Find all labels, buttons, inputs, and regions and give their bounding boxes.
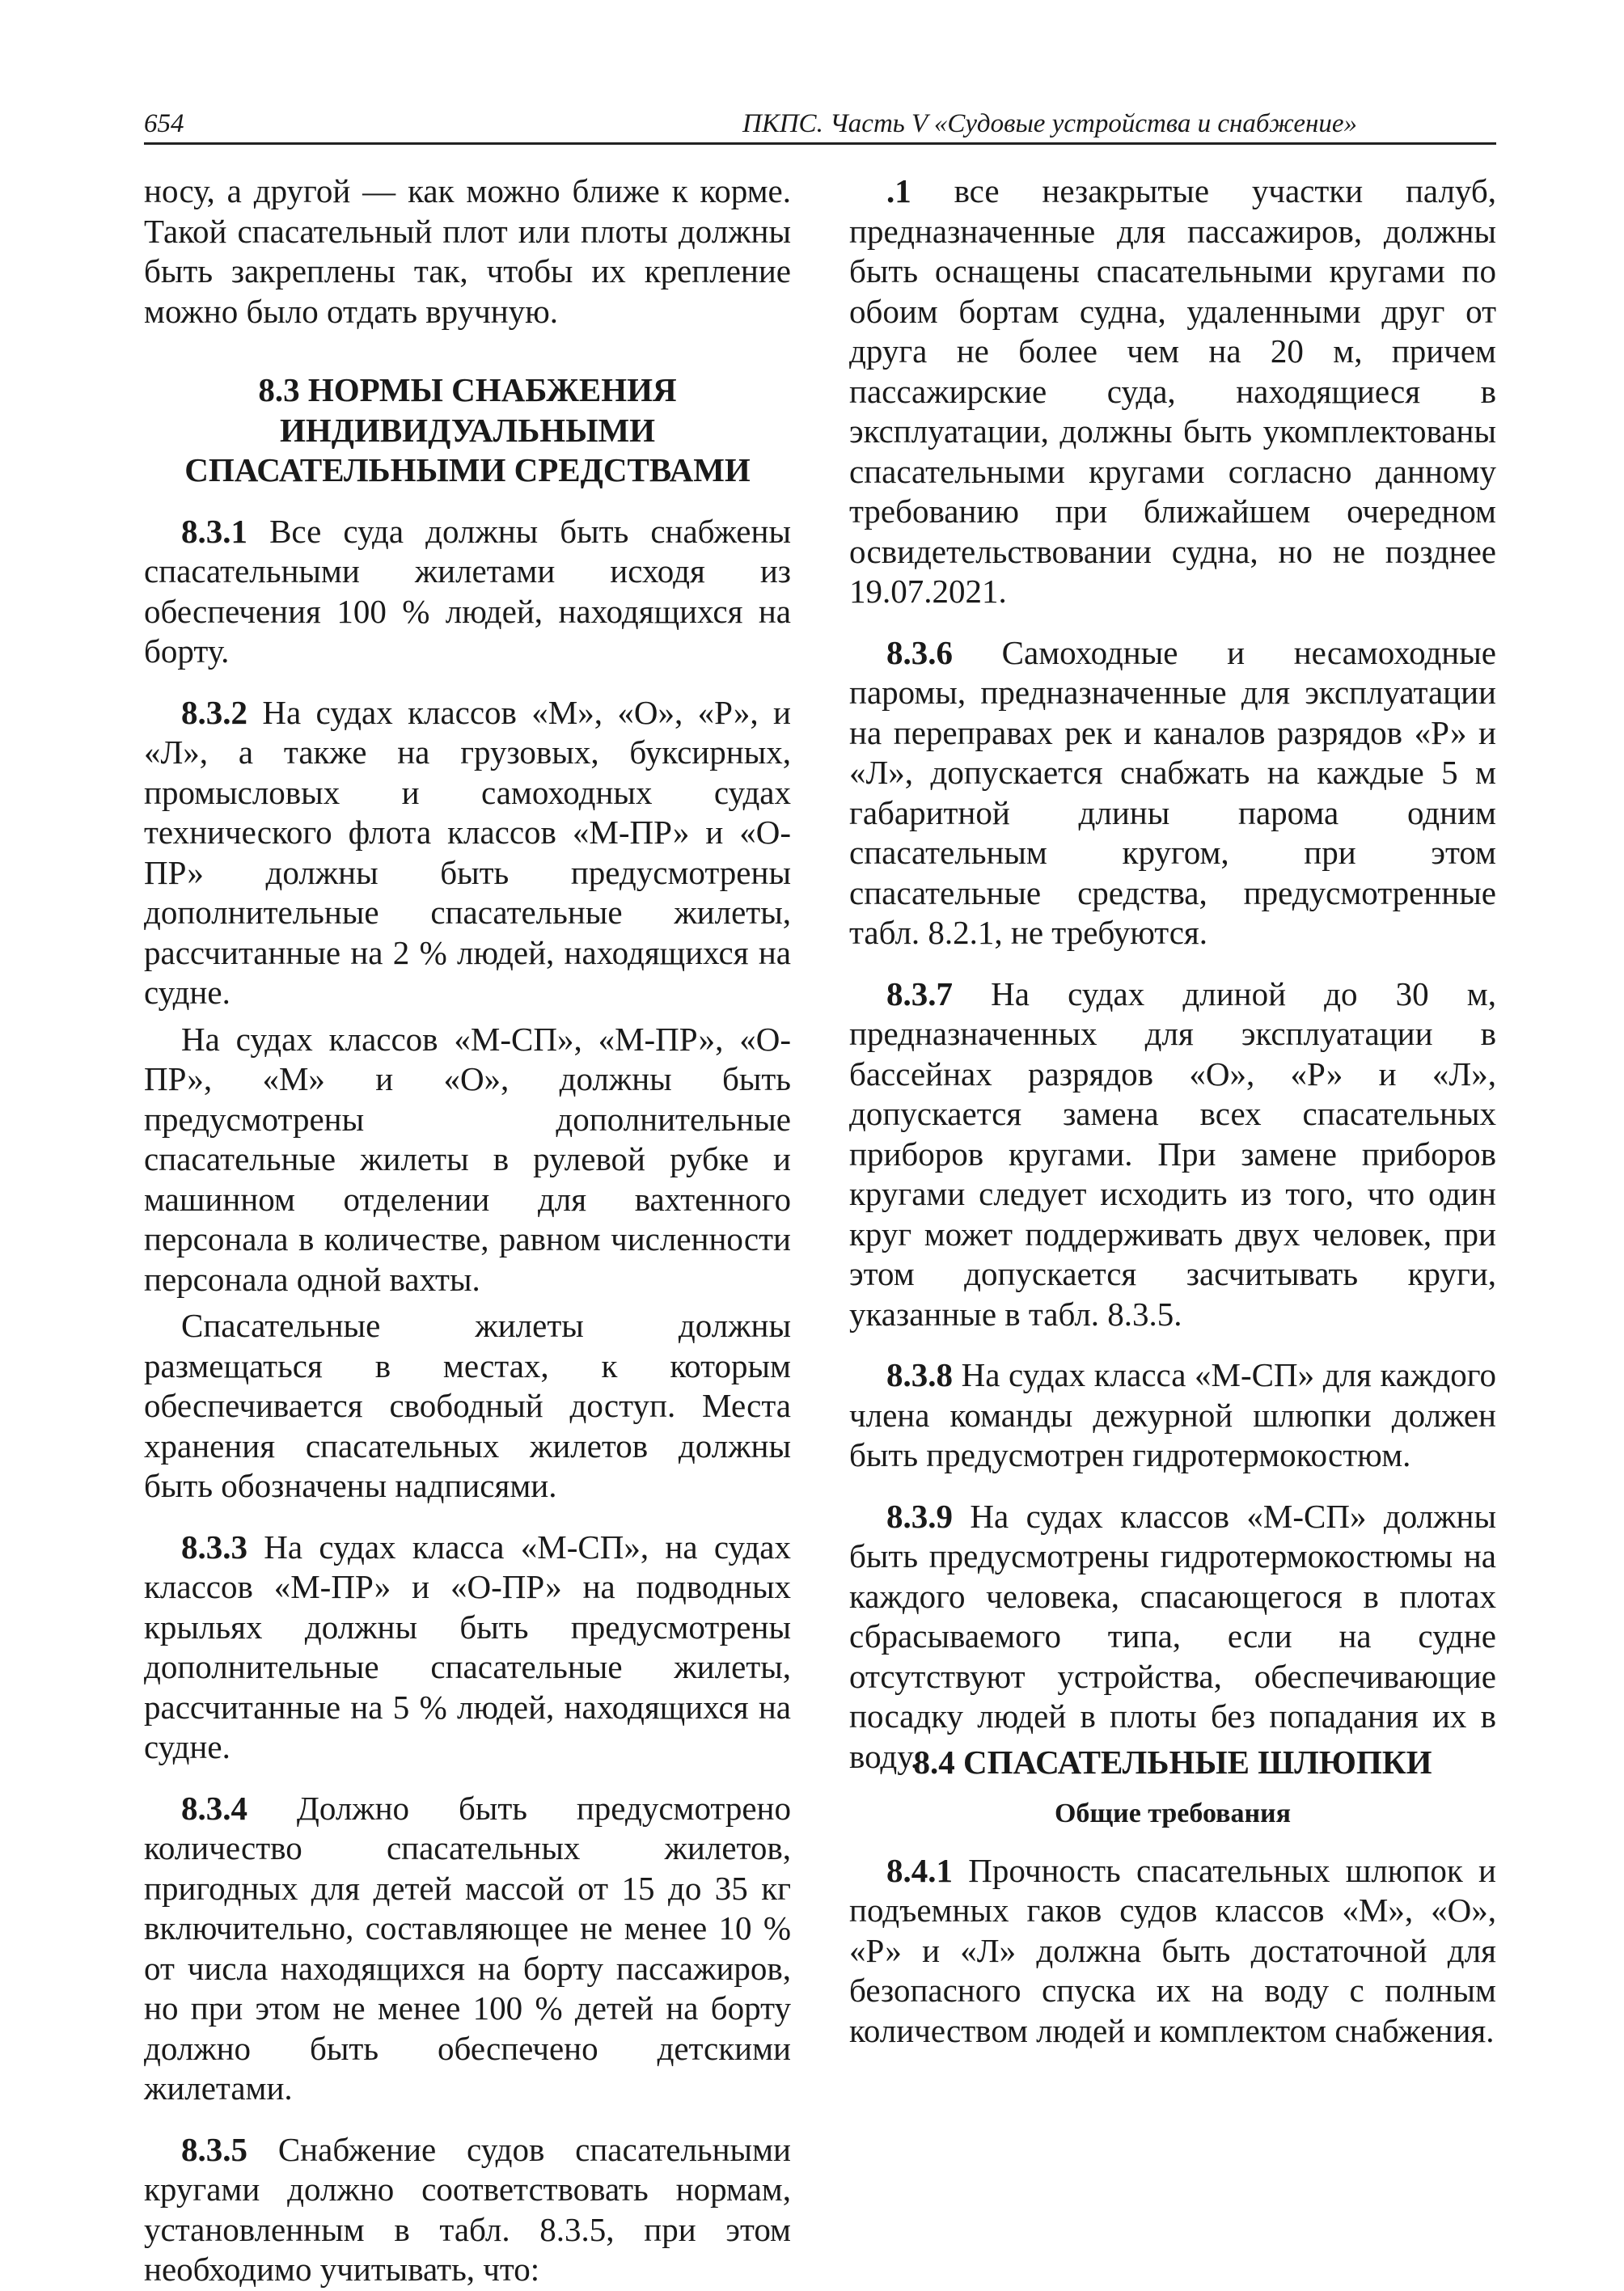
clause-8-3-5-1 — [849, 171, 1496, 612]
section-title-line: СПАСАТЕЛЬНЫМИ СРЕДСТВАМИ — [184, 451, 751, 488]
clause-text: Снабжение судов спасательными кругами должно соответствовать нормам, установленным в табл. 8.3.5, при этом необходимо учитывать, что: — [144, 2130, 791, 2288]
section-8-3-heading — [144, 370, 791, 491]
clause-8-3-3 — [144, 1528, 791, 1768]
clause-8-3-5 — [144, 2130, 791, 2290]
clause-number: 8.3.4 — [181, 1789, 247, 1827]
section-title-line: ИНДИВИДУАЛЬНЫМИ — [279, 411, 656, 449]
section-8-4-heading: 8.4 СПАСАТЕЛЬНЫЕ ШЛЮПКИ — [913, 1744, 1432, 1781]
clause-text: Самоходные и несамоходные паромы, предназначенные для эксплуатации на переправах рек и каналов разрядов «Р» и «Л», допускается снабжать на каждые 5 м габаритной длины парома одним спасательным кругом, при этом спасательные средства, предусмотренные табл. 8.2.1, не требуются. — [849, 633, 1496, 951]
clause-text: На судах класса «М-СП», на судах классов «М-ПР» и «О-ПР» на подводных крыльях должны быть предусмотрены дополнительные спасательные жилеты, рассчитанные на 5 % людей, находящихся на судне. — [144, 1528, 791, 1765]
clause-text: Прочность спасательных шлюпок и подъемных гаков судов классов «М», «О», «Р» и «Л» должна быть достаточной для безопасного спуска их на воду с полным количеством людей и комплектом снабжения. — [849, 1851, 1496, 2049]
clause-8-4-1 — [849, 1851, 1496, 2052]
clause-8-3-4 — [144, 1789, 791, 2109]
clause-text: Все суда должны быть снабжены спасательными жилетами исходя из обеспечения 100 % людей, находящихся на борту. — [144, 512, 791, 670]
clause-text: Должно быть предусмотрено количество спасательных жилетов, пригодных для детей массой от 15 до 35 кг включительно, составляющее не менее 10 % от числа находящихся на борту пассажиров, но при этом не менее 100 % детей на борту должно быть обеспечено детскими жилетами. — [144, 1789, 791, 2107]
clause-text: все незакрытые участки палуб, предназначенные для пассажиров, должны быть оснащены спасательными кругами по обоим бортам судна, удаленными друг от друга не более чем на 20 м, причем пассажирские суда, находящиеся в эксплуатации, должны быть укомплектованы спасательными кругами согласно данному требованию при ближайшем очередном освидетельствовании судна, но не позднее 19.07.2021. — [849, 172, 1496, 610]
clause-text: На судах классов «М», «О», «Р», и «Л», а также на грузовых, буксирных, промысловых и самоходных судах технического флота классов «М-ПР» и «О-ПР» должны быть предусмотрены дополнительные спасательные жилеты, рассчитанные на 2 % людей, находящихся на судне. — [144, 693, 791, 1011]
clause-8-3-1 — [144, 512, 791, 672]
clause-number: 8.3.2 — [181, 693, 247, 731]
clause-8-3-8 — [849, 1355, 1496, 1476]
clause-number: 8.3.3 — [181, 1528, 247, 1566]
right-column — [849, 171, 1496, 1777]
clause-number: 8.3.9 — [886, 1497, 953, 1535]
clause-8-3-7 — [849, 974, 1496, 1335]
clause-number: 8.3.8 — [886, 1356, 953, 1393]
clause-8-3-2-continued: На судах классов «М-СП», «М-ПР», «О-ПР», «М» и «О», должны быть предусмотрены дополнительные спасательные жилеты в рулевой рубке и машинном отделении для вахтенного персонала в количестве, равном численности персонала одной вахты. — [144, 1020, 791, 1298]
subsection-heading: Общие требования — [1054, 1798, 1292, 1828]
clause-number: 8.4.1 — [886, 1851, 953, 1889]
clause-8-3-2-storage: Спасательные жилеты должны размещаться в местах, к которым обеспечивается свободный доступ. Места хранения спасательных жилетов должны быть обозначены надписями. — [144, 1307, 791, 1504]
clause-text: На судах классов «М-СП» должны быть предусмотрены гидротермокостюмы на каждого человека, спасающегося в плотах сбрасываемого типа, если на судне отсутствуют устройства, обеспечивающие посадку людей в плоты без попадания их в воду. — [849, 1497, 1496, 1775]
clause-8-3-9 — [849, 1497, 1496, 1777]
clause-number: 8.3.1 — [181, 512, 247, 550]
clause-number: 8.3.7 — [886, 974, 953, 1012]
clause-number: .1 — [886, 172, 911, 209]
clause-8-3-2 — [144, 693, 791, 1013]
clause-number: 8.3.5 — [181, 2130, 247, 2168]
clause-8-3-6 — [849, 633, 1496, 953]
running-title: ПКПС. Часть V «Судовые устройства и снабжение» — [742, 109, 1357, 138]
clause-text: На судах длиной до 30 м, предназначенных для эксплуатации в бассейнах разрядов «О», «Р» и «Л», допускается замена всех спасательных приборов кругами. При замене приборов кругами следует исходить из того, что один круг может поддерживать двух человек, при этом допускается засчитывать круги, указанные в табл. 8.3.5. — [849, 974, 1496, 1333]
running-header — [144, 105, 1496, 145]
page-number: 654 — [144, 109, 184, 138]
intro-paragraph: носу, а другой — как можно ближе к корме. Такой спасательный плот или плоты должны быть закреплены так, чтобы их крепление можно было отдать вручную. — [144, 172, 791, 330]
section-8-4 — [849, 1743, 1496, 2051]
clause-text: На судах класса «М-СП» для каждого члена команды дежурной шлюпки должен быть предусмотрен гидротермокостюм. — [849, 1356, 1496, 1473]
left-column — [144, 171, 791, 2290]
section-title-line: 8.3 НОРМЫ СНАБЖЕНИЯ — [258, 371, 677, 408]
clause-number: 8.3.6 — [886, 633, 953, 671]
